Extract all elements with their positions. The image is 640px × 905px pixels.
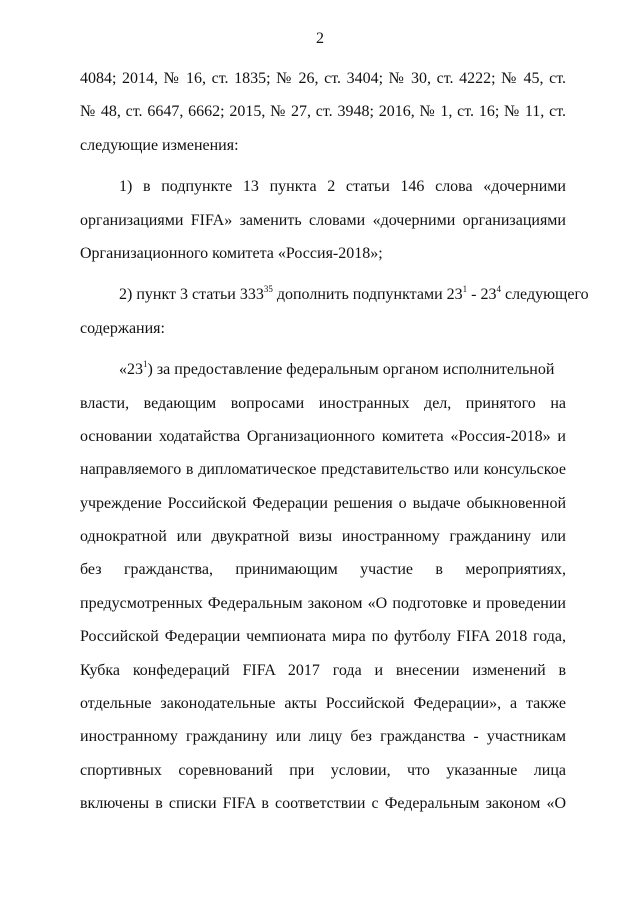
paragraph-item-23	[80, 353, 566, 820]
text-line: спортивных соревнований при условии, что указанные лица	[80, 761, 566, 779]
text-line: предусмотренных Федеральным законом «О подготовке и проведении	[80, 594, 566, 612]
text-run: следующего	[500, 286, 589, 304]
paragraph-intro	[80, 62, 566, 162]
text-line: однократной или двукратной визы иностранному гражданину или	[80, 528, 566, 546]
text-line: власти, ведающим вопросами иностранных дел, принятого на	[80, 394, 566, 412]
text-line: Кубка конфедераций FIFA 2017 года и внесении изменений в	[80, 661, 566, 679]
paragraph-item-2	[80, 278, 589, 345]
text-line: 4084; 2014, № 16, ст. 1835; № 26, ст. 3404; № 30, ст. 4222; № 45, ст.	[80, 70, 566, 87]
text-run: 2) пункт 3 статьи 333	[119, 286, 264, 304]
superscript: 1	[462, 284, 468, 295]
text-line: Организационного комитета «Россия-2018»;	[80, 244, 383, 262]
text-run: «23	[119, 361, 143, 379]
superscript: 35	[263, 284, 273, 295]
text-line: включены в списки FIFA в соответствии с Федеральным законом «О	[80, 795, 566, 813]
text-line	[80, 278, 589, 311]
text-line: № 48, ст. 6647, 6662; 2015, № 27, ст. 3948; 2016, № 1, ст. 16; № 11, ст.	[80, 103, 566, 121]
text-line: Российской Федерации чемпионата мира по футболу FIFA 2018 года,	[80, 628, 566, 646]
text-run: - 23	[467, 286, 497, 304]
text-line: направляемого в дипломатическое представительство или консульское	[80, 461, 566, 479]
page-number: 2	[316, 30, 324, 47]
text-line: иностранному гражданину или лицу без гражданства - участникам	[80, 728, 566, 746]
text-line: учреждение Российской Федерации решения о выдаче обыкновенной	[80, 494, 566, 512]
text-line	[80, 353, 566, 386]
text-run: ) за предоставление федеральным органом исполнительной	[147, 361, 555, 379]
text-line: отдельные законодательные акты Российской Федерации», а также	[80, 695, 566, 713]
document-body	[80, 62, 589, 821]
paragraph-item-1	[80, 170, 566, 270]
text-line: основании ходатайства Организационного комитета «Россия-2018» и	[80, 427, 566, 445]
superscript: 1	[143, 359, 148, 370]
text-line: без гражданства, принимающим участие в мероприятиях,	[80, 561, 566, 579]
text-line: организациями FIFA» заменить словами «дочерними организациями	[80, 211, 566, 229]
text-line: содержания:	[80, 319, 165, 337]
text-line: следующие изменения:	[80, 136, 239, 154]
superscript: 4	[496, 284, 501, 295]
text-run: дополнить подпунктами 23	[272, 286, 463, 304]
text-line: 1) в подпункте 13 пункта 2 статьи 146 слова «дочерними	[119, 178, 566, 196]
